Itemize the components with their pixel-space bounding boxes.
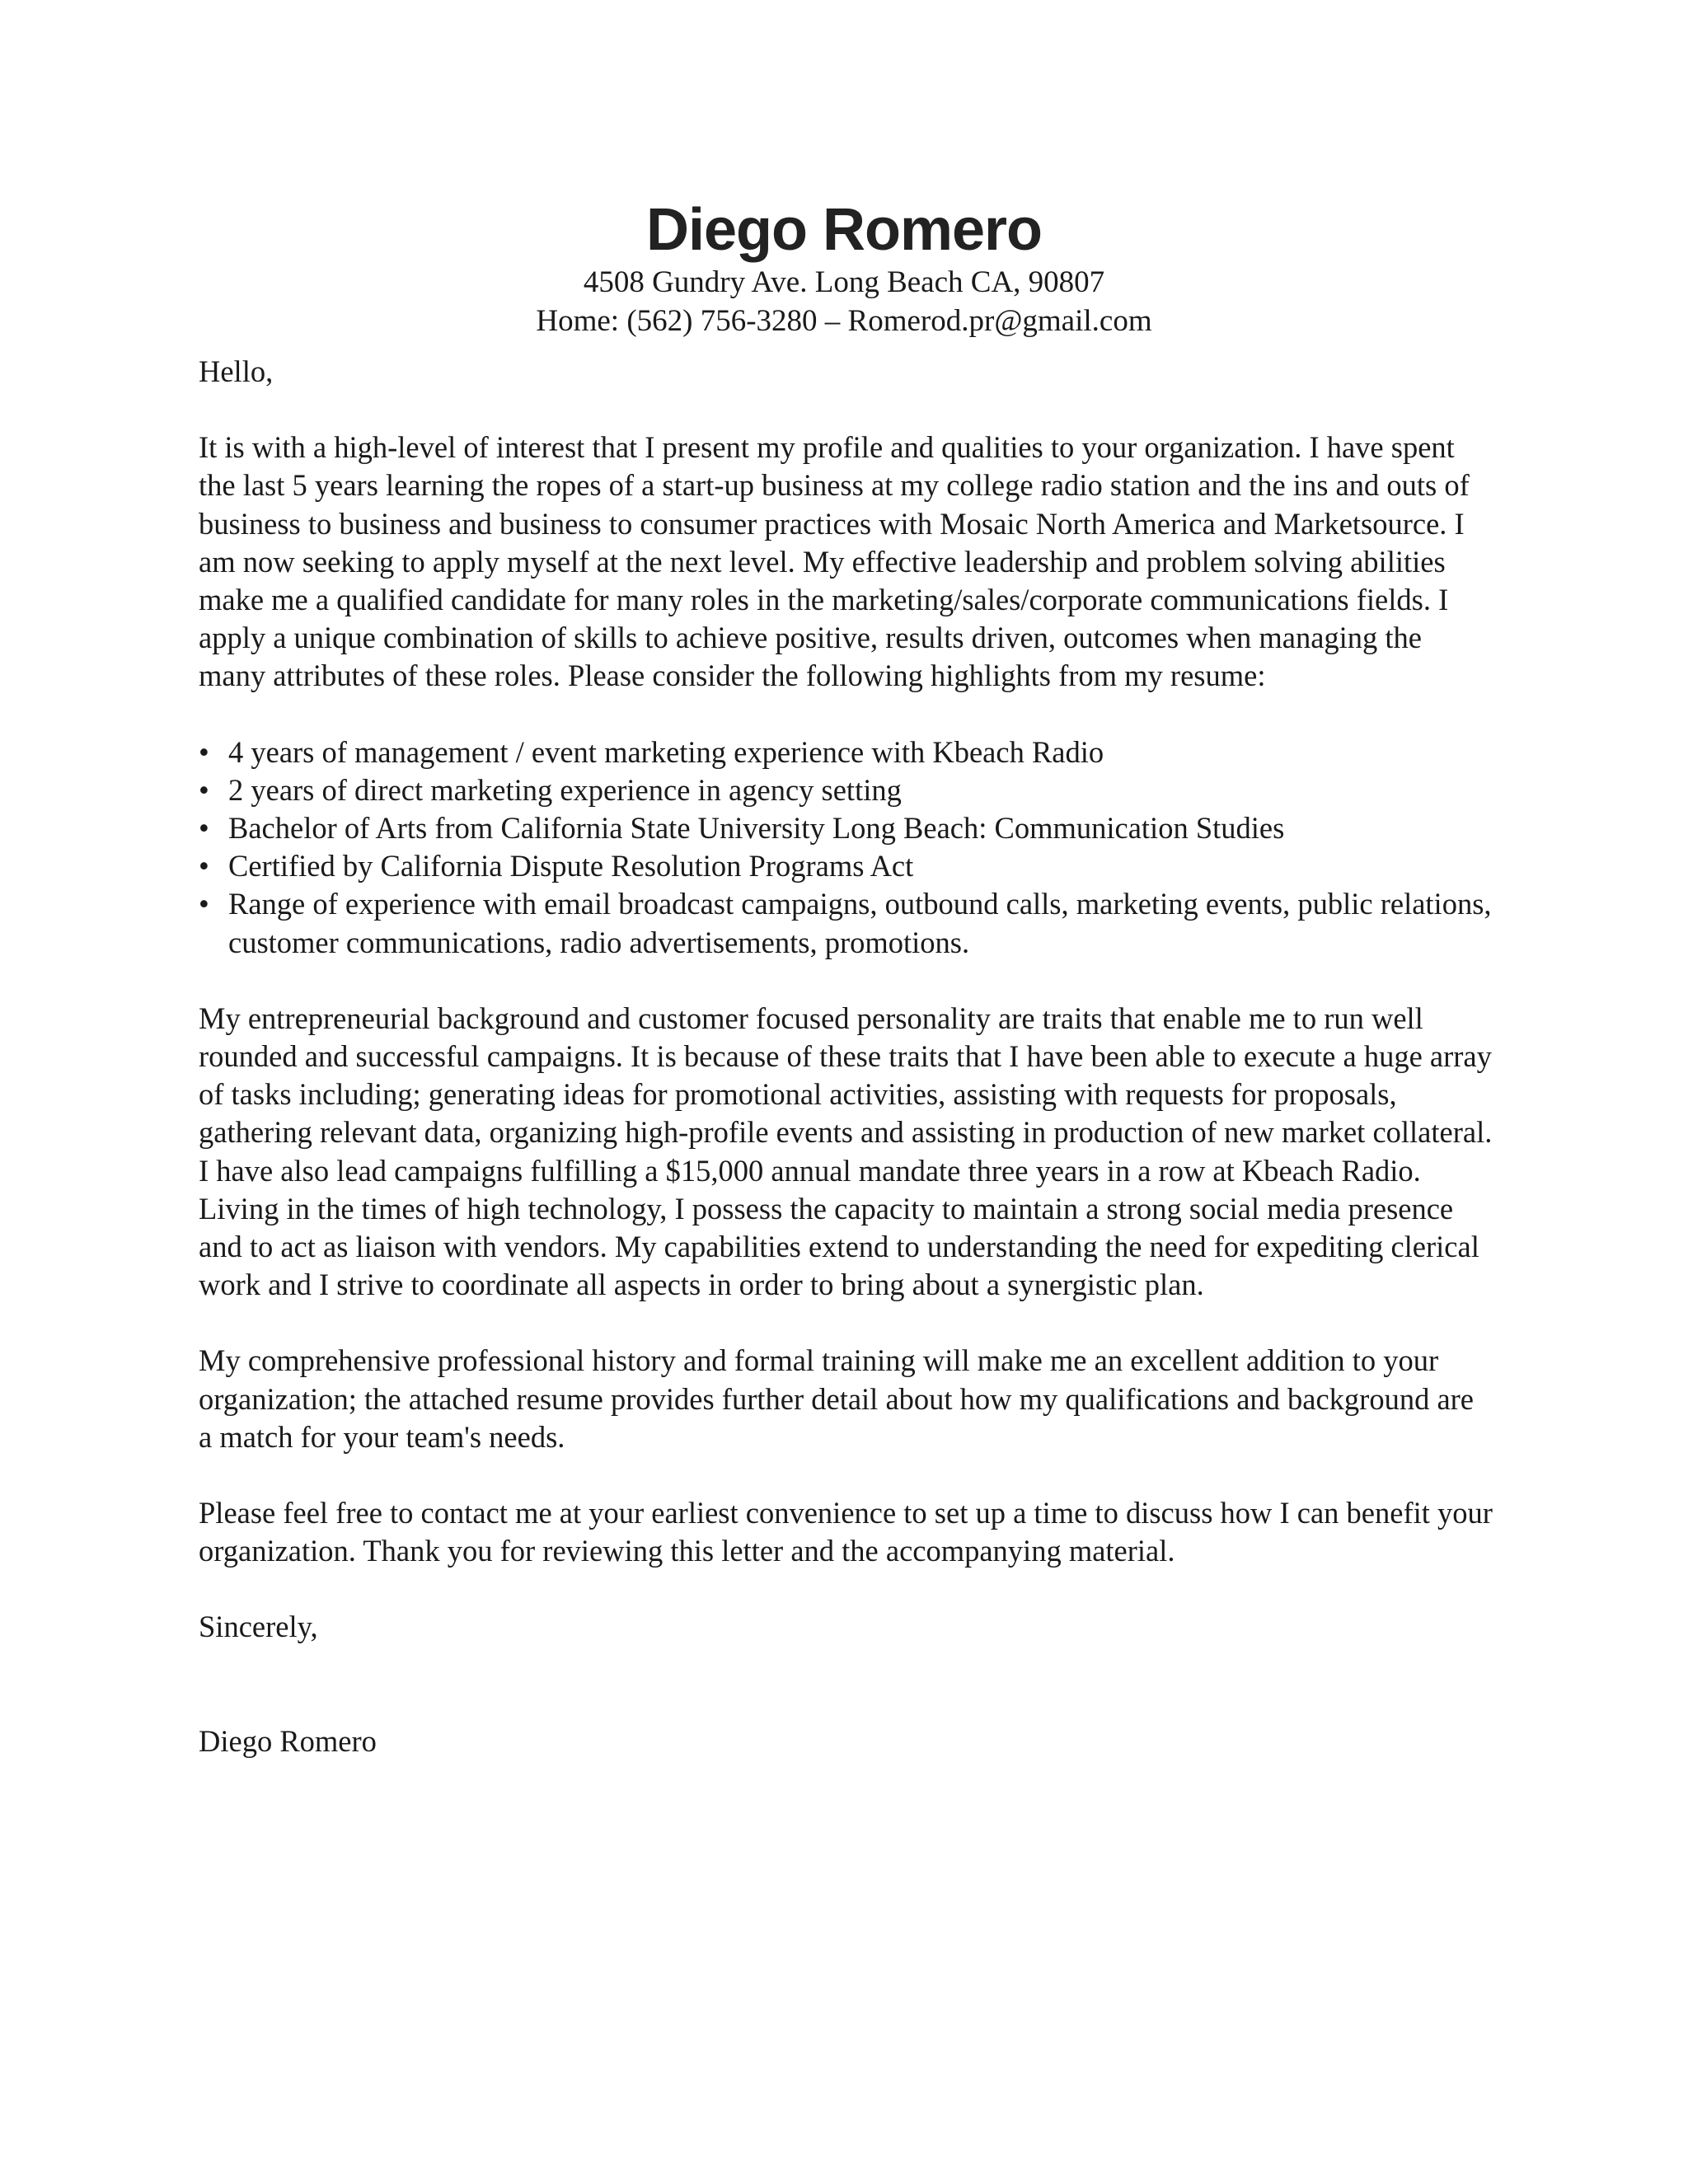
list-item-text: Range of experience with email broadcast campaigns, outbound calls, marketing events, public relations, customer communications, radio advertisements, promotions. (228, 887, 1492, 959)
list-item (199, 847, 1493, 885)
sender-phone-email: Home: (562) 756-3280 – Romerod.pr@gmail.com (536, 304, 1152, 339)
greeting: Hello, (199, 354, 274, 388)
sender-address: 4508 Gundry Ave. Long Beach CA, 90807 (583, 265, 1105, 300)
bullet-icon: • (199, 772, 209, 807)
bullet-icon: • (199, 811, 209, 846)
signature: Diego Romero (199, 1723, 377, 1758)
list-item-text: Certified by California Dispute Resolution Programs Act (228, 849, 914, 883)
letter-body (199, 353, 1493, 1760)
paragraph-contact: Please feel free to contact me at your earliest convenience to set up a time to discuss how I can benefit your organization. Thank you for reviewing this letter and the accompanying material. (199, 1496, 1493, 1568)
paragraph-background: My entrepreneurial background and customer focused personality are traits that enable me to run well rounded and successful campaigns. It is because of these traits that I have been able to execute a huge array of tasks including; generating ideas for promotional activities, assisting with requests for proposals, gathering relevant data, organizing high-profile events and assisting in production of new market collateral. I have also lead campaigns fulfilling a $15,000 annual mandate three years in a row at Kbeach Radio. Living in the times of high technology, I possess the capacity to maintain a strong social media presence and to act as liaison with vendors. My capabilities extend to understanding the need for expediting clerical work and I strive to coordinate all aspects in order to bring about a synergistic plan. (199, 1001, 1493, 1302)
list-item (199, 885, 1493, 961)
sender-name: Diego Romero (645, 197, 1043, 263)
highlights-list (199, 733, 1493, 962)
list-item-text: Bachelor of Arts from California State University Long Beach: Communication Studies (228, 811, 1285, 846)
list-item (199, 809, 1493, 847)
list-item-text: 4 years of management / event marketing experience with Kbeach Radio (228, 734, 1104, 769)
paragraph-qualifications: My comprehensive professional history and formal training will make me an excellent addition to your organization; the attached resume provides further detail about how my qualifications and background are a match for your team's needs. (199, 1343, 1475, 1454)
bullet-icon: • (199, 887, 209, 921)
bullet-icon: • (199, 849, 209, 883)
closing: Sincerely, (199, 1610, 318, 1644)
bullet-icon: • (199, 734, 209, 769)
letter-header (0, 198, 1688, 340)
list-item (199, 733, 1493, 771)
paragraph-intro: It is with a high-level of interest that I present my profile and qualities to your organization. I have spent the last 5 years learning the ropes of a start-up business at my college radio station and the ins and outs of business to business and business to consumer practices with Mosaic North America and Marketsource. I am now seeking to apply myself at the next level. My effective leadership and problem solving abilities make me a qualified candidate for many roles in the marketing/sales/corporate communications fields. I apply a unique combination of skills to achieve positive, results driven, outcomes when managing the many attributes of these roles. Please consider the following highlights from my resume: (199, 430, 1470, 693)
list-item-text: 2 years of direct marketing experience in agency setting (228, 772, 902, 807)
list-item (199, 771, 1493, 809)
